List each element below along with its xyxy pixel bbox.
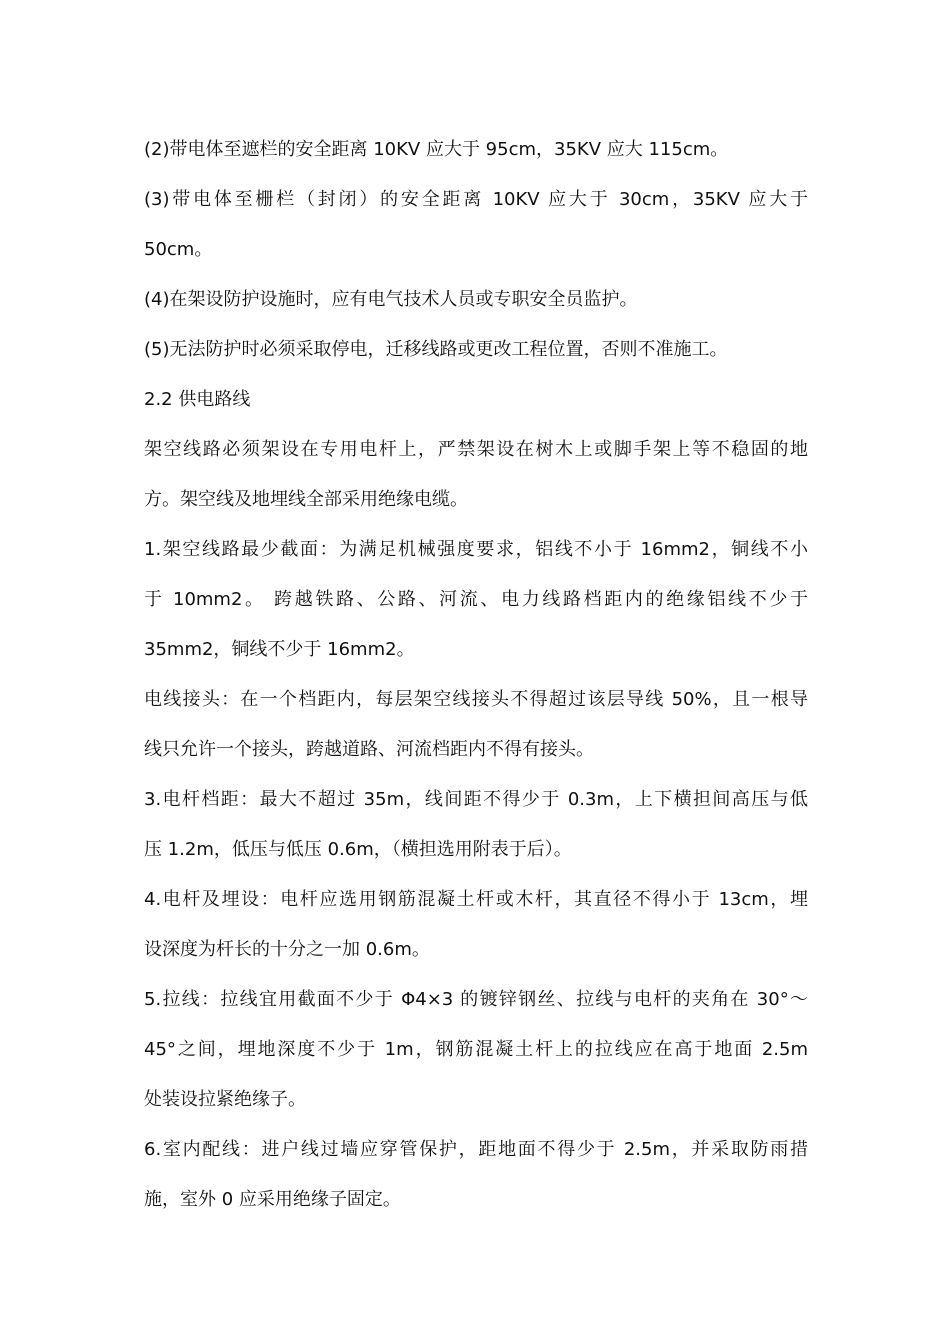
- paragraph-line: 设深度为杆长的十分之一加 0.6m。: [144, 939, 430, 960]
- paragraph-line: (5)无法防护时必须采取停电，迁移线路或更改工程位置，否则不准施工。: [144, 339, 728, 360]
- paragraph-line: 电线接头：在一个档距内，每层架空线接头不得超过该层导线 50%，且一根导: [144, 689, 808, 710]
- paragraph-line: 架空线路必须架设在专用电杆上，严禁架设在树木上或脚手架上等不稳固的地: [144, 439, 808, 460]
- paragraph-line: 50cm。: [144, 239, 213, 260]
- paragraph-line: 4.电杆及埋设：电杆应选用钢筋混凝土杆或木杆，其直径不得小于 13cm，埋: [144, 889, 808, 910]
- paragraph-line: 6.室内配线：进户线过墙应穿管保护，距地面不得少于 2.5m，并采取防雨措: [144, 1139, 808, 1160]
- paragraph-line: (3)带电体至栅栏（封闭）的安全距离 10KV 应大于 30cm，35KV 应大于: [144, 189, 808, 210]
- document-body: [144, 125, 808, 1225]
- paragraph-line: 45°之间，埋地深度不少于 1m，钢筋混凝土杆上的拉线应在高于地面 2.5m: [144, 1039, 808, 1060]
- paragraph-line: (4)在架设防护设施时，应有电气技术人员或专职安全员监护。: [144, 289, 638, 310]
- paragraph-line: (2)带电体至遮栏的安全距离 10KV 应大于 95cm，35KV 应大 115cm。: [144, 139, 729, 160]
- paragraph-line: 施，室外 0 应采用绝缘子固定。: [144, 1189, 401, 1210]
- paragraph-line: 方。架空线及地埋线全部采用绝缘电缆。: [144, 489, 468, 510]
- paragraph-line: 压 1.2m，低压与低压 0.6m，（横担选用附表于后）。: [144, 839, 572, 860]
- paragraph-line: 5.拉线：拉线宜用截面不少于 Φ4×3 的镀锌钢丝、拉线与电杆的夹角在 30°～: [144, 989, 808, 1010]
- paragraph-line: 处装设拉紧绝缘子。: [144, 1089, 306, 1110]
- paragraph-line: 35mm2，铜线不少于 16mm2。: [144, 639, 415, 660]
- paragraph-line: 于 10mm2。 跨越铁路、公路、河流、电力线路档距内的绝缘铝线不少于: [144, 589, 808, 610]
- paragraph-line: 1.架空线路最少截面：为满足机械强度要求，铝线不小于 16mm2，铜线不小: [144, 539, 808, 560]
- section-heading: 2.2 供电路线: [144, 389, 251, 410]
- paragraph-line: 线只允许一个接头，跨越道路、河流档距内不得有接头。: [144, 739, 594, 760]
- paragraph-line: 3.电杆档距：最大不超过 35m，线间距不得少于 0.3m，上下横担间高压与低: [144, 789, 808, 810]
